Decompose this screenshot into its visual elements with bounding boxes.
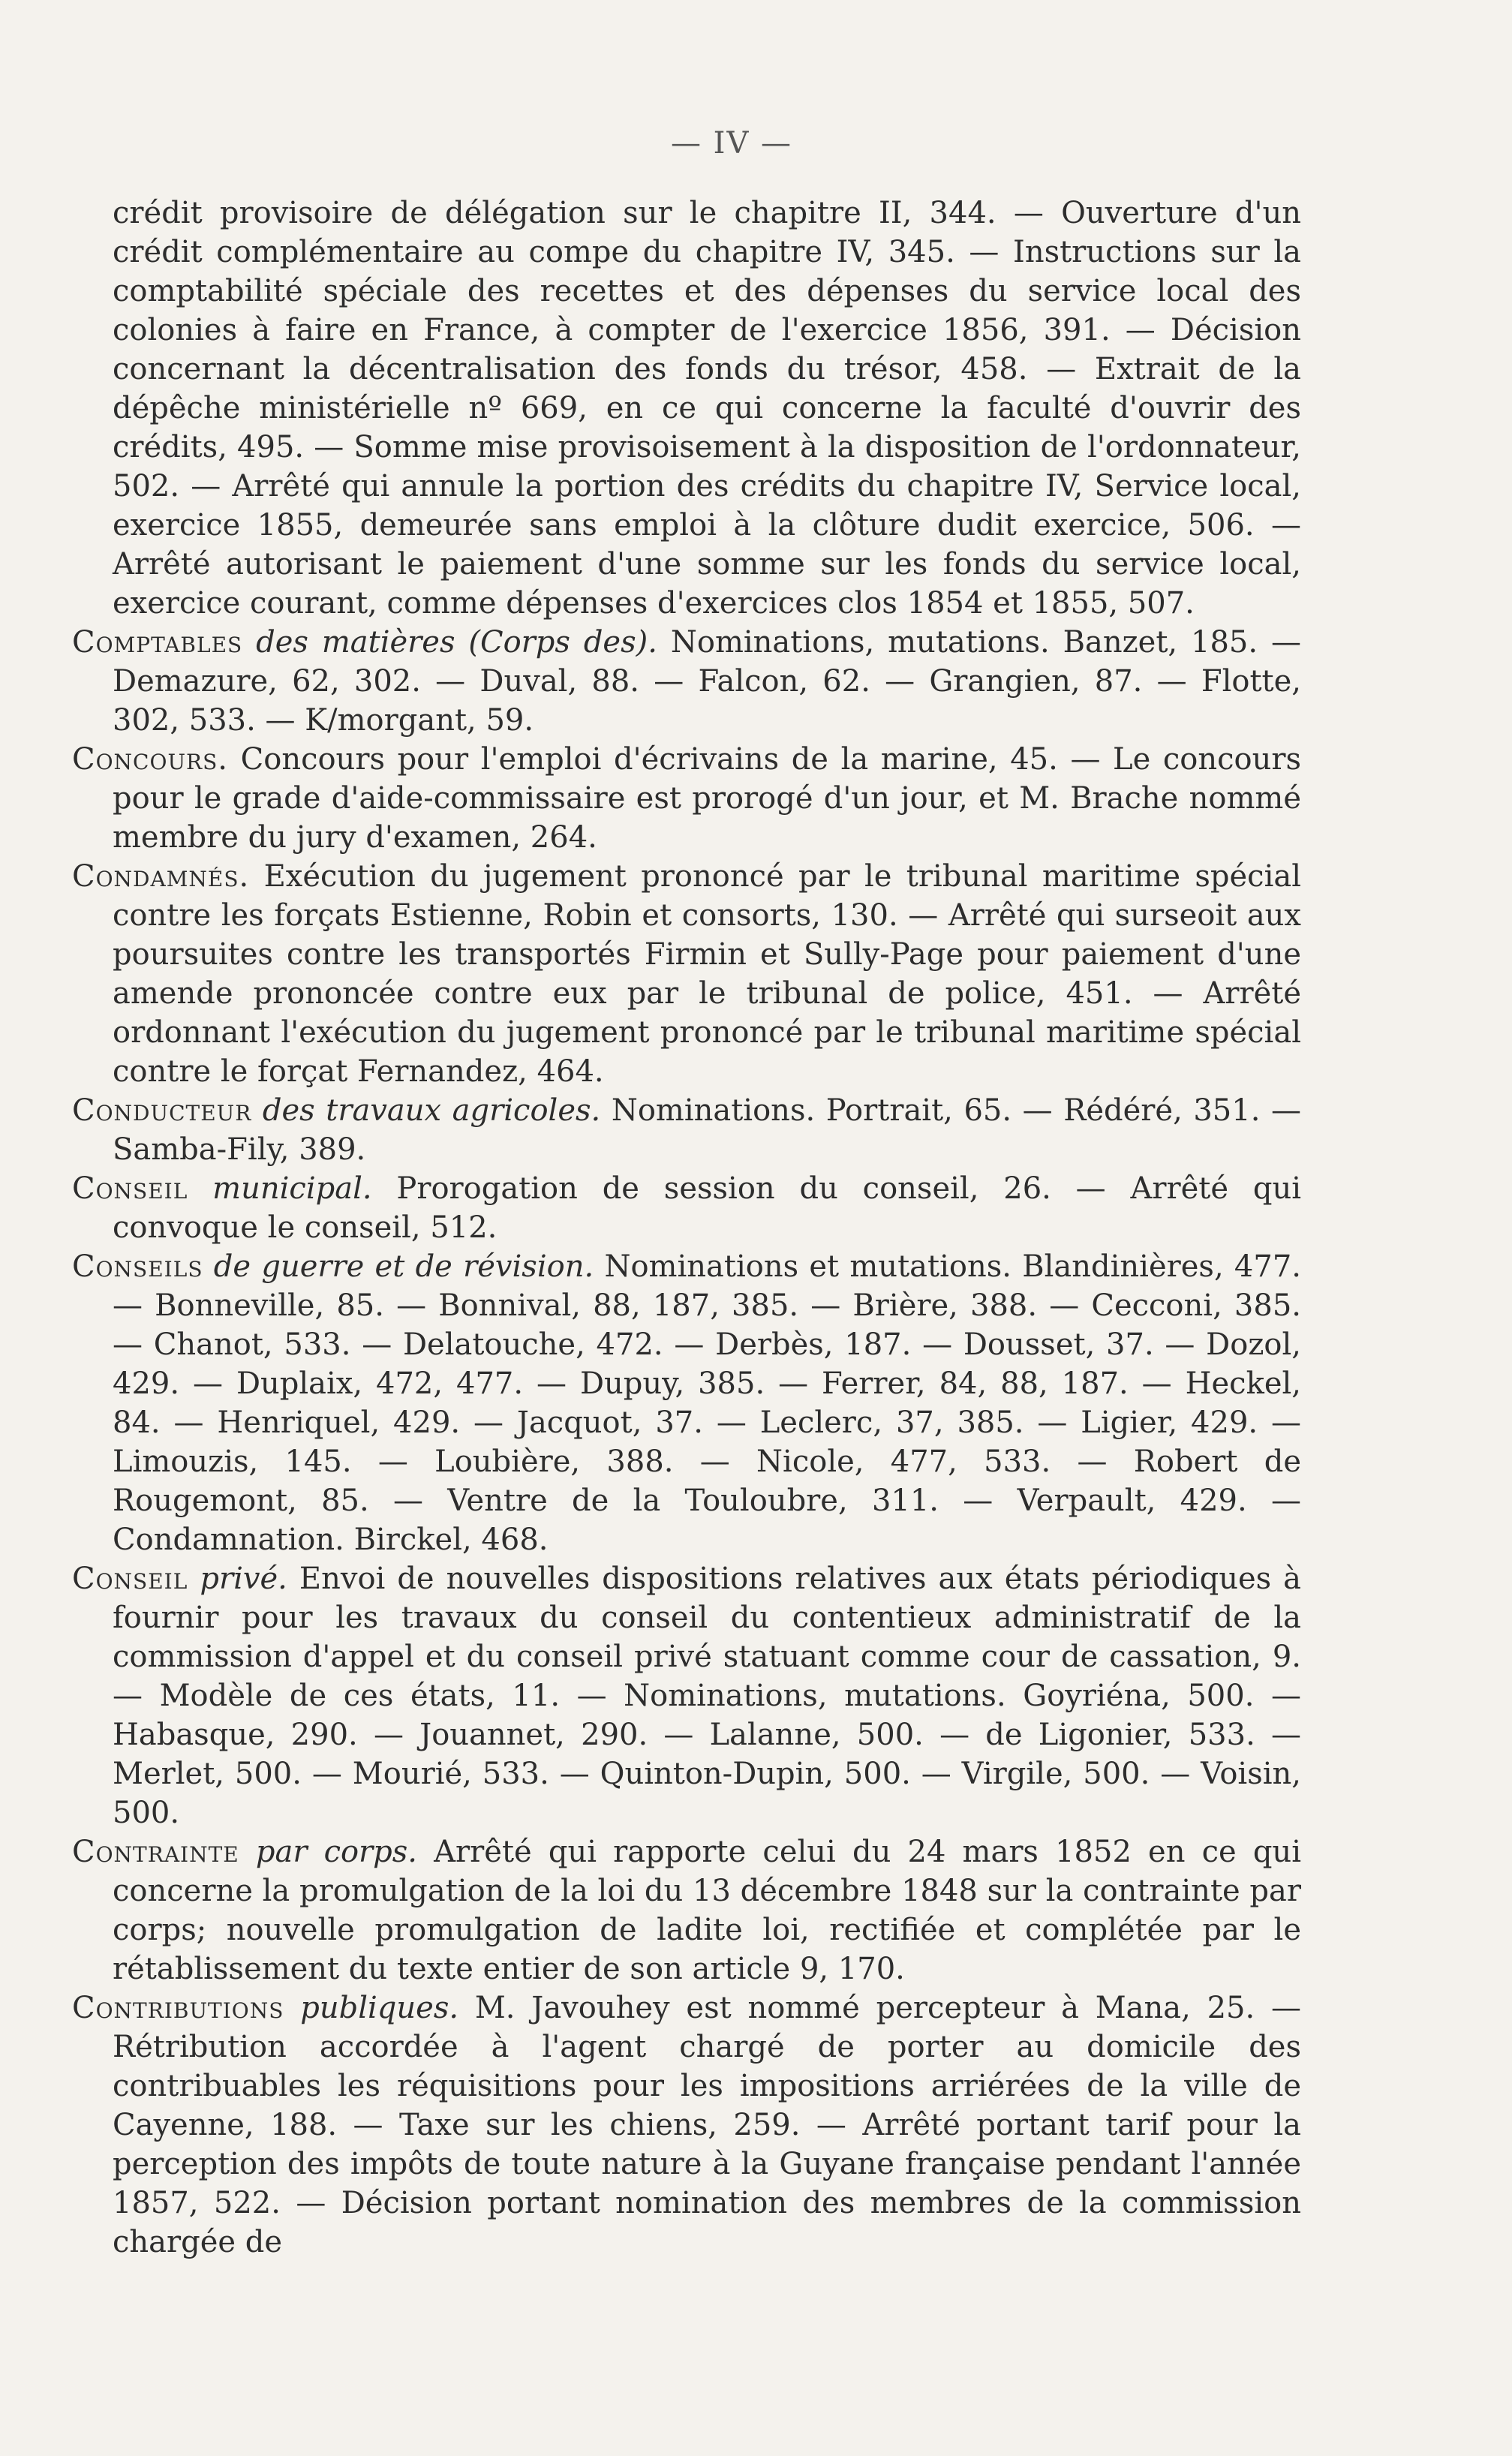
entry-heading: Conducteur [72, 1093, 252, 1128]
page-folio: — IV — [670, 126, 793, 161]
entry-subheading: par corps. [255, 1835, 418, 1869]
entry-subheading: privé. [200, 1562, 287, 1596]
entry-subheading: des matières (Corps des). [256, 625, 657, 660]
index-entry-condamnes [72, 857, 1301, 1091]
entry-text: Exécution du jugement prononcé par le tribunal maritime spécial contre les forçats Estienne, Robin et consorts, 130. — Arrêté qui surseoit aux poursuites contre les transportés Firmin et Sully-Page pour paiement d'une amende prononcée contre eux par le tribunal de police, 451. — Arrêté ordonnant l'exécution du jugement prononcé par le tribunal maritime spécial contre le forçat Fernandez, 464. [113, 859, 1302, 1089]
entry-subheading: municipal. [212, 1171, 372, 1206]
entry-subheading: des travaux agricoles. [262, 1093, 601, 1128]
entry-text: M. Javouhey est nommé percepteur à Mana, 25. — Rétribution accordée à l'agent chargé de porter au domicile des contribuables les réquisitions pour les impositions arriérées de la ville de Cayenne, 188. — Taxe sur les chiens, 259. — Arrêté portant tarif pour la perception des impôts de toute nature à la Guyane française pendant l'année 1857, 522. — Décision portant nomination des membres de la commission chargée de [113, 1991, 1301, 2259]
entry-heading: Comptables [72, 625, 243, 660]
entry-heading: Contributions [72, 1991, 284, 2025]
entry-text: crédit provisoire de délégation sur le chapitre II, 344. — Ouverture d'un crédit complémentaire au compe du chapitre IV, 345. — Instructions sur la comptabilité spéciale des recettes et des dépenses du service local des colonies à faire en France, à compter de l'exercice 1856, 391. — Décision concernant la décentralisation des fonds du trésor, 458. — Extrait de la dépêche ministérielle nº 669, en ce qui concerne la faculté d'ouvrir des crédits, 495. — Somme mise provisoisement à la disposition de l'ordonnateur, 502. — Arrêté qui annule la portion des crédits du chapitre IV, Service local, exercice 1855, demeurée sans emploi à la clôture dudit exercice, 506. — Arrêté autorisant le paiement d'une somme sur les fonds du service local, exercice courant, comme dépenses d'exercices clos 1854 et 1855, 507. [113, 196, 1301, 621]
index-entry-conseils-guerre [72, 1247, 1301, 1559]
entry-text: Nominations et mutations. Blandinières, 477. — Bonneville, 85. — Bonnival, 88, 187, 385. — Brière, 388. — Cecconi, 385. — Chanot, 533. — Delatouche, 472. — Derbès, 187. — Dousset, 37. — Dozol, 429. — Duplaix, 472, 477. — Dupuy, 385. — Ferrer, 84, 88, 187. — Heckel, 84. — Henriquel, 429. — Jacquot, 37. — Leclerc, 37, 385. — Ligier, 429. — Limouzis, 145. — Loubière, 388. — Nicole, 477, 533. — Robert de Rougemont, 85. — Ventre de la Touloubre, 311. — Verpault, 429. — Condamnation. Birckel, 468. [113, 1249, 1301, 1557]
entry-subheading: de guerre et de révision. [213, 1249, 594, 1284]
index-body [72, 194, 1301, 2262]
index-entry-contrainte [72, 1832, 1301, 1989]
entry-heading: Condamnés. [72, 859, 250, 894]
index-entry-conseil-municipal [72, 1169, 1301, 1247]
index-entry-conseil-prive [72, 1559, 1301, 1832]
entry-heading: Conseil [72, 1562, 188, 1596]
entry-text: Envoi de nouvelles dispositions relatives aux états périodiques à fournir pour les travaux du conseil du contentieux administratif de la commission d'appel et du conseil privé statuant comme cour de cassation, 9. — Modèle de ces états, 11. — Nominations, mutations. Goyriéna, 500. — Habasque, 290. — Jouannet, 290. — Lalanne, 500. — de Ligonier, 533. — Merlet, 500. — Mourié, 533. — Quinton-Dupin, 500. — Virgile, 500. — Voisin, 500. [113, 1562, 1302, 1830]
index-entry-comptables [72, 623, 1301, 740]
entry-text: Prorogation de session du conseil, 26. — Arrêté qui convoque le conseil, 512. [113, 1171, 1302, 1245]
entry-heading: Conseil [72, 1171, 188, 1206]
index-entry-contributions [72, 1989, 1301, 2262]
entry-heading: Concours. [72, 742, 229, 777]
index-entry-continuation [72, 194, 1301, 623]
index-entry-concours [72, 740, 1301, 857]
entry-heading: Contrainte [72, 1835, 239, 1869]
entry-text: Nominations, mutations. Banzet, 185. — Demazure, 62, 302. — Duval, 88. — Falcon, 62. — Grangien, 87. — Flotte, 302, 533. — K/morgant, 59. [113, 625, 1301, 738]
index-entry-conducteur [72, 1091, 1301, 1169]
entry-text: Nominations. Portrait, 65. — Rédéré, 351. — Samba-Fily, 389. [113, 1093, 1301, 1167]
entry-subheading: publiques. [300, 1991, 459, 2025]
entry-text: Concours pour l'emploi d'écrivains de la marine, 45. — Le concours pour le grade d'aide-commissaire est prorogé d'un jour, et M. Brache nommé membre du jury d'examen, 264. [113, 742, 1302, 855]
entry-heading: Conseils [72, 1249, 203, 1284]
entry-text: Arrêté qui rapporte celui du 24 mars 1852 en ce qui concerne la promulgation de la loi du 13 décembre 1848 sur la contrainte par corps; nouvelle promulgation de ladite loi, rectifiée et complétée par le rétablissement du texte entier de son article 9, 170. [113, 1835, 1301, 1986]
